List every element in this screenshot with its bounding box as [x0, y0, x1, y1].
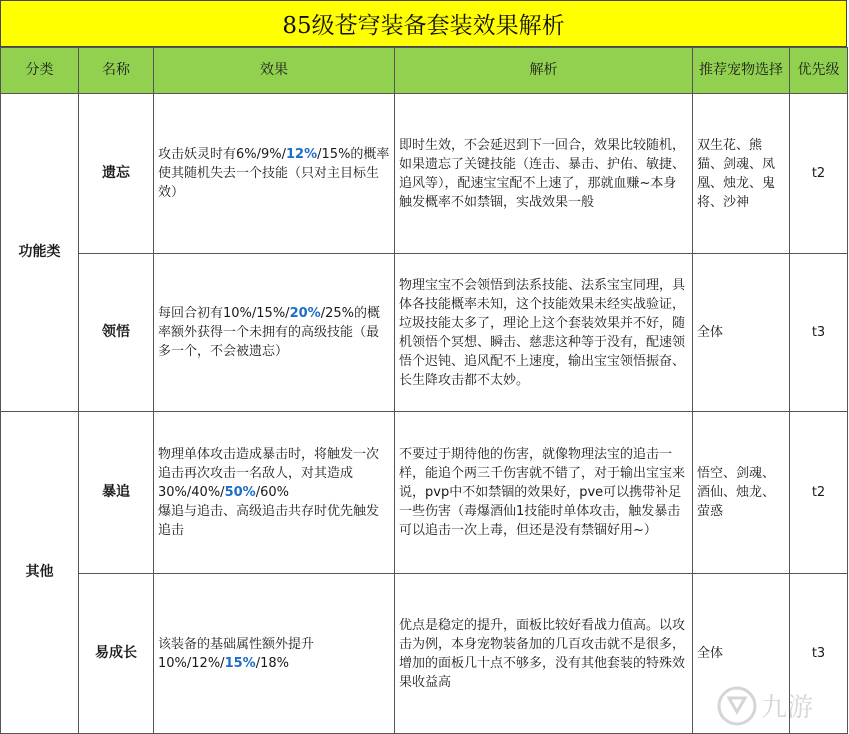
category-cell: 功能类	[1, 94, 79, 412]
set-name: 遗忘	[79, 94, 154, 254]
pet-cell: 双生花、熊猫、剑魂、凤凰、烛龙、鬼将、沙神	[693, 94, 790, 254]
effect-highlight: 50%	[224, 485, 256, 500]
header-name: 名称	[79, 48, 154, 94]
header-category: 分类	[1, 48, 79, 94]
effect-text: 该装备的基础属性额外提升 10%/12%/	[158, 636, 315, 671]
priority-cell: t2	[790, 412, 848, 574]
effect-text: /18%	[255, 655, 289, 671]
effect-cell	[154, 574, 395, 734]
effect-cell	[154, 94, 395, 254]
effect-highlight: 12%	[286, 147, 318, 162]
effect-highlight: 20%	[289, 306, 321, 321]
pet-cell: 全体	[693, 574, 790, 734]
page-title: 85级苍穹装备套装效果解析	[0, 0, 847, 47]
header-analysis: 解析	[395, 48, 693, 94]
effect-cell	[154, 412, 395, 574]
set-name: 暴追	[79, 412, 154, 574]
effect-text: 每回合初有10%/15%/	[158, 306, 290, 321]
effect-text: 攻击妖灵时有6%/9%/	[158, 147, 287, 162]
table-row	[1, 94, 848, 254]
priority-cell: t2	[790, 94, 848, 254]
effect-text: /60% 爆追与追击、高级追击共存时优先触发追击	[158, 485, 380, 538]
table-row	[1, 412, 848, 574]
analysis-cell: 优点是稳定的提升，面板比较好看战力值高。以攻击为例，本身宠物装备加的几百攻击就不是很多，增加的面板几十点不够多，没有其他套装的特殊效果收益高	[395, 574, 693, 734]
effect-text: /25%的概率额外获得一个未拥有的高级技能（最多一个，不会被遗忘）	[158, 306, 380, 359]
analysis-cell: 物理宝宝不会领悟到法系技能、法系宝宝同理，具体各技能概率未知，这个技能效果未经实战验证，垃圾技能太多了，理论上这个套装效果并不好，随机领悟个冥想、瞬击、慈悲这种等于没有，配速领悟个迟钝、追风配不上速度，输出宝宝领悟振奋、长生降攻击都不太妙。	[395, 254, 693, 412]
effect-highlight: 15%	[224, 655, 256, 671]
header-effect: 效果	[154, 48, 395, 94]
set-effects-table	[0, 47, 848, 734]
priority-cell: t3	[790, 254, 848, 412]
set-name: 易成长	[79, 574, 154, 734]
table-row	[1, 254, 848, 412]
header-pet: 推荐宠物选择	[693, 48, 790, 94]
analysis-cell: 不要过于期待他的伤害，就像物理法宝的追击一样，能追个两三千伤害就不错了，对于输出宝宝来说，pvp中不如禁锢的效果好，pve可以携带补足一些伤害（毒爆酒仙1技能时单体攻击，触发暴击可以追击一次上毒，但还是没有禁锢好用~）	[395, 412, 693, 574]
effect-cell	[154, 254, 395, 412]
set-name: 领悟	[79, 254, 154, 412]
pet-cell: 悟空、剑魂、酒仙、烛龙、萤惑	[693, 412, 790, 574]
effect-text: /15%的概率使其随机失去一个技能（只对主目标生效）	[158, 147, 390, 200]
brand-logo-icon	[715, 668, 843, 730]
table-header-row	[1, 48, 848, 94]
pet-cell: 全体	[693, 254, 790, 412]
priority-cell: t3	[790, 574, 848, 734]
effect-text: 物理单体攻击造成暴击时，将触发一次追击再次攻击一名敌人，对其造成30%/40%/	[158, 447, 380, 500]
analysis-cell: 即时生效，不会延迟到下一回合，效果比较随机，如果遗忘了关键技能（连击、暴击、护佑、敏捷、追风等），配速宝宝配不上速了，那就血赚~本身触发概率不如禁锢，实战效果一般	[395, 94, 693, 254]
category-cell: 其他	[1, 412, 79, 734]
header-priority: 优先级	[790, 48, 848, 94]
watermark-text: 九游	[761, 693, 814, 723]
